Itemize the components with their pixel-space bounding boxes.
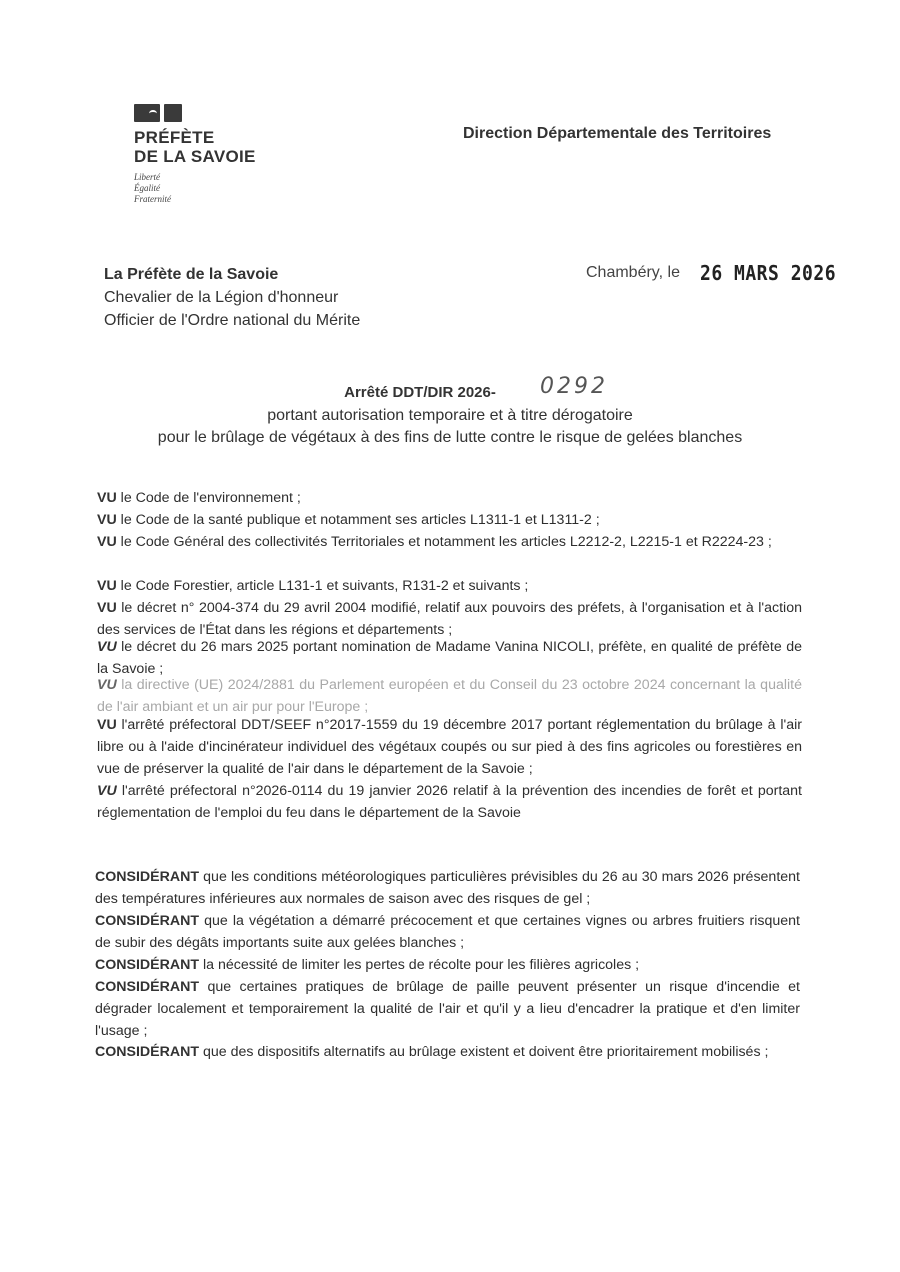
logo-line-1: PRÉFÈTE bbox=[134, 128, 215, 147]
considerant-text: que les conditions météorologiques particulières prévisibles du 26 au 30 mars 2026 présentent des températures inférieures aux normales de saison avec des risques de gel ; bbox=[95, 869, 800, 907]
considerant-keyword: CONSIDÉRANT bbox=[95, 1044, 200, 1060]
signatory-title-1: Chevalier de la Légion d'honneur bbox=[104, 289, 339, 306]
considerant-text: que certaines pratiques de brûlage de paille peuvent présenter un risque d'incendie et dégrader localement et temporairement la qualité de l'air et qu'il y a lieu d'encadrer la pratique et d'en limiter l'usage ; bbox=[95, 979, 800, 1039]
vu-keyword: VU bbox=[97, 717, 117, 733]
vu-text: le Code de l'environnement ; bbox=[120, 490, 301, 506]
vu-text: l'arrêté préfectoral n°2026-0114 du 19 janvier 2026 relatif à la prévention des incendies de forêt et portant réglementation de l'emploi du feu dans le département de la Savoie bbox=[97, 783, 802, 821]
considerant-item bbox=[95, 1041, 800, 1063]
considerant-item bbox=[95, 910, 800, 954]
vu-text: l'arrêté préfectoral DDT/SEEF n°2017-1559 du 19 décembre 2017 portant réglementation du brûlage à l'air libre ou à l'aide d'incinérateur individuel des végétaux coupés ou sur pied à des fins agricoles ou forestières en vue de préserver la qualité de l'air dans le département de la Savoie ; bbox=[97, 717, 802, 777]
signatory-title-2: Officier de l'Ordre national du Mérite bbox=[104, 312, 361, 329]
vu-keyword: VU bbox=[97, 600, 117, 616]
motto-liberte: Liberté bbox=[134, 172, 160, 182]
vu-item bbox=[97, 575, 802, 597]
vu-text: le Code de la santé publique et notamment ses articles L1311-1 et L1311-2 ; bbox=[120, 512, 600, 528]
logo-line-2: DE LA SAVOIE bbox=[134, 147, 256, 166]
considerant-text: que des dispositifs alternatifs au brûlage existent et doivent être prioritairement mobilisés ; bbox=[203, 1044, 769, 1060]
vu-text: le décret n° 2004-374 du 29 avril 2004 modifié, relatif aux pouvoirs des préfets, à l'organisation et à l'action des services de l'État dans les régions et départements ; bbox=[97, 600, 802, 638]
arrete-subtitle-1: portant autorisation temporaire et à titre dérogatoire bbox=[267, 407, 633, 424]
vu-text: la directive (UE) 2024/2881 du Parlement européen et du Conseil du 23 octobre 2024 concernant la qualité de l'air ambiant et un air pur pour l'Europe ; bbox=[97, 677, 802, 715]
motto-egalite: Égalité bbox=[134, 183, 160, 193]
arrete-label: Arrêté DDT/DIR 2026- bbox=[344, 384, 496, 401]
arrete-title bbox=[0, 384, 900, 401]
vu-text: le Code Forestier, article L131-1 et suivants, R131-2 et suivants ; bbox=[120, 578, 529, 594]
considerant-item bbox=[95, 976, 800, 1042]
signatory-block bbox=[104, 263, 360, 332]
vu-item bbox=[97, 674, 802, 718]
considerant-text: la nécessité de limiter les pertes de récolte pour les filières agricoles ; bbox=[203, 957, 640, 973]
arrete-handwritten-number: 0292 bbox=[540, 374, 608, 399]
considerant-text: que la végétation a démarré précocement et que certaines vignes ou arbres fruitiers risquent de subir des dégâts importants suite aux gelées blanches ; bbox=[95, 913, 800, 951]
considerant-keyword: CONSIDÉRANT bbox=[95, 957, 200, 973]
vu-item bbox=[97, 509, 802, 531]
vu-item bbox=[97, 531, 802, 553]
vu-keyword: VU bbox=[97, 677, 117, 693]
date-prefix: Chambéry, le bbox=[586, 264, 680, 281]
vu-item bbox=[97, 597, 802, 641]
considerant-item bbox=[95, 866, 800, 910]
vu-keyword: VU bbox=[97, 578, 117, 594]
vu-text: le Code Général des collectivités Territoriales et notamment les articles L2212-2, L2215-1 et R2224-23 ; bbox=[120, 534, 772, 550]
signatory-name: La Préfète de la Savoie bbox=[104, 266, 279, 283]
motto bbox=[134, 172, 304, 205]
marianne-flag-icon bbox=[134, 104, 182, 122]
considerant-item bbox=[95, 954, 800, 976]
vu-text: le décret du 26 mars 2025 portant nomination de Madame Vanina NICOLI, préfète, en qualité de préfète de la Savoie ; bbox=[97, 639, 802, 677]
vu-keyword: VU bbox=[97, 639, 117, 655]
vu-keyword: VU bbox=[97, 490, 117, 506]
vu-keyword: VU bbox=[97, 783, 117, 799]
vu-keyword: VU bbox=[97, 534, 117, 550]
vu-item bbox=[97, 714, 802, 780]
direction-title: Direction Départementale des Territoires bbox=[463, 125, 772, 142]
motto-fraternite: Fraternité bbox=[134, 194, 171, 204]
vu-item bbox=[97, 780, 802, 824]
arrete-subtitle-2: pour le brûlage de végétaux à des fins de lutte contre le risque de gelées blanches bbox=[157, 429, 743, 446]
considerant-keyword: CONSIDÉRANT bbox=[95, 869, 200, 885]
considerant-keyword: CONSIDÉRANT bbox=[95, 979, 200, 995]
vu-keyword: VU bbox=[97, 512, 117, 528]
considerant-keyword: CONSIDÉRANT bbox=[95, 913, 200, 929]
date-stamp: 26 MARS 2026 bbox=[700, 261, 837, 286]
prefecture-logo bbox=[134, 104, 304, 205]
vu-item bbox=[97, 487, 802, 509]
